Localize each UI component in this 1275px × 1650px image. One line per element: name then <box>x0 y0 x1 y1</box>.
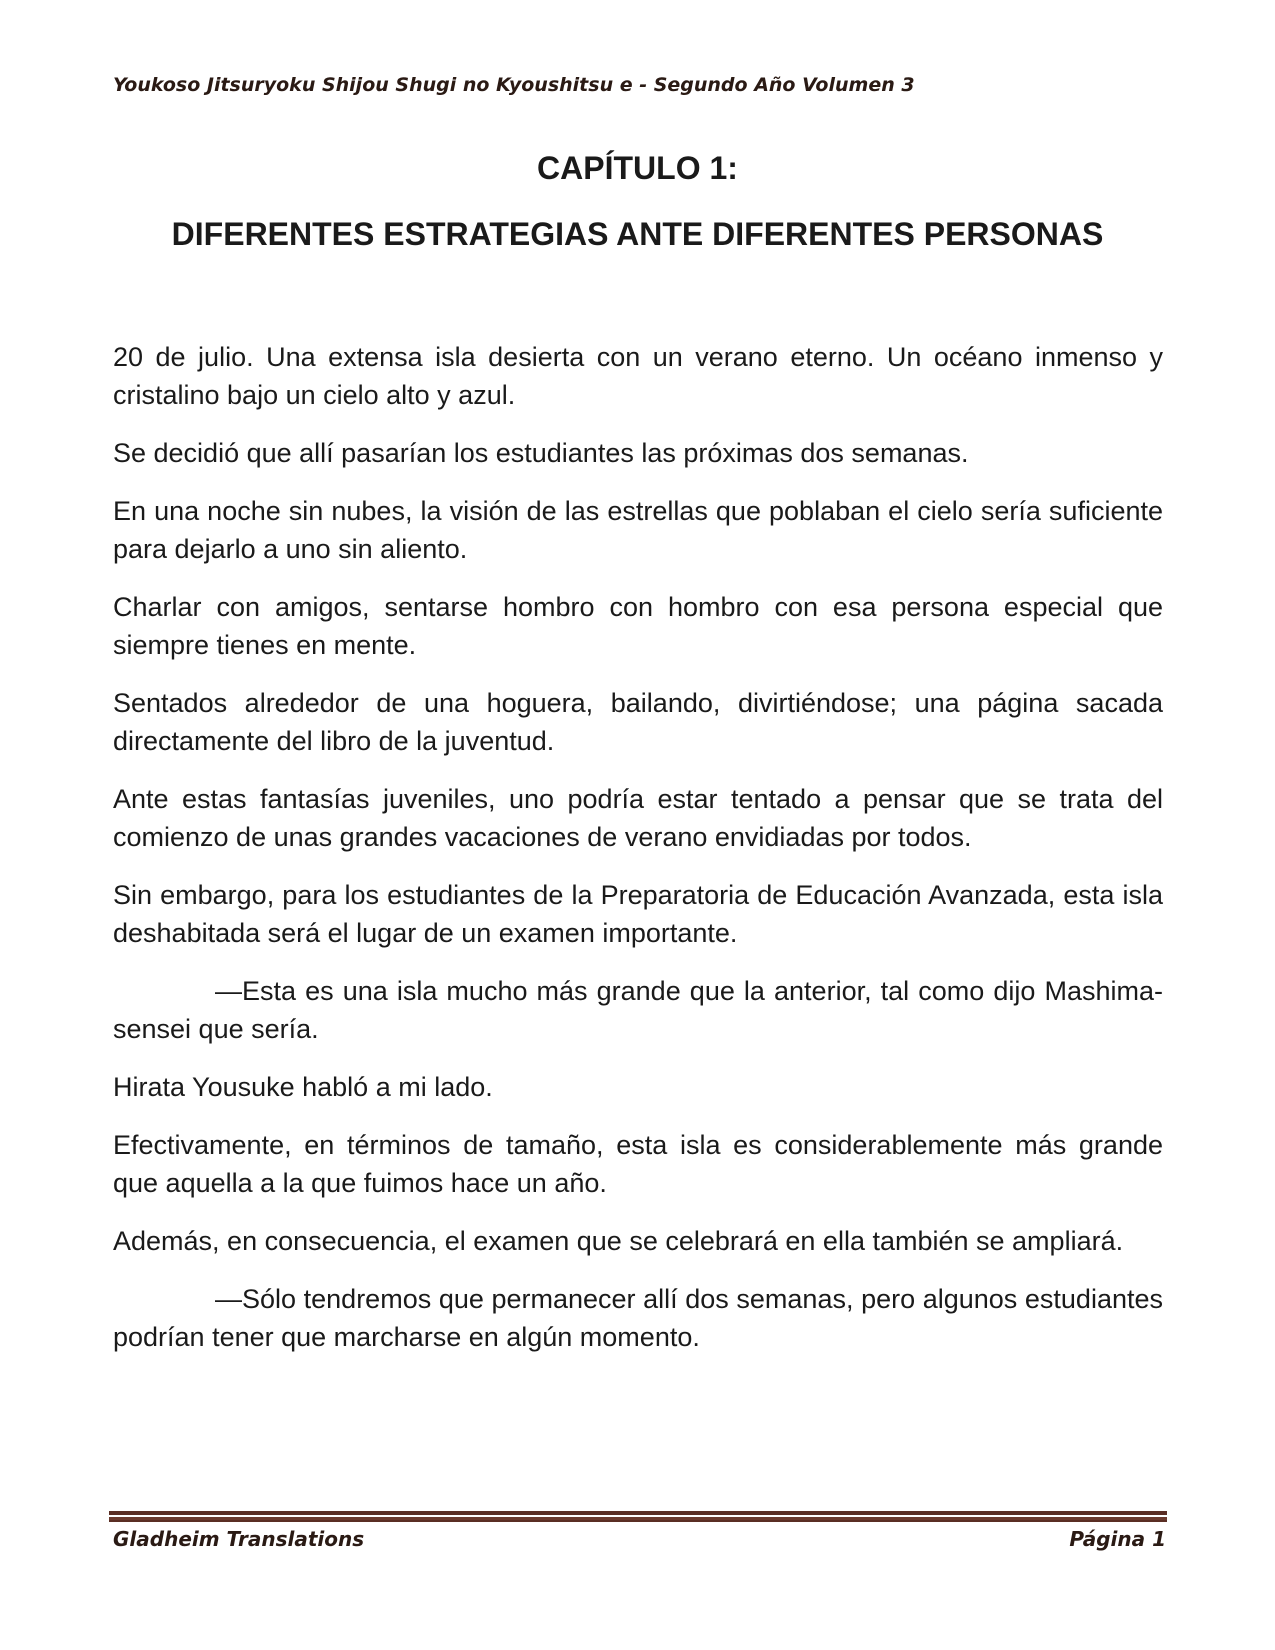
paragraph: Además, en consecuencia, el examen que se celebrará en ella también se ampliará. <box>113 1226 1124 1256</box>
dialogue-paragraph: —Sólo tendremos que permanecer allí dos semanas, pero algunos estudiantes podrían tener que marcharse en algún momento. <box>113 1284 1163 1352</box>
running-header: Youkoso Jitsuryoku Shijou Shugi no Kyoushitsu e - Segundo Año Volumen 3 <box>113 74 915 96</box>
paragraph: Ante estas fantasías juveniles, uno podría estar tentado a pensar que se trata del comienzo de unas grandes vacaciones de verano envidiadas por todos. <box>113 784 1163 852</box>
dialogue-paragraph: —Esta es una isla mucho más grande que la anterior, tal como dijo Mashima-sensei que sería. <box>113 976 1163 1044</box>
footer-divider <box>109 1511 1167 1522</box>
paragraph: Se decidió que allí pasarían los estudiantes las próximas dos semanas. <box>113 438 969 468</box>
paragraph: 20 de julio. Una extensa isla desierta con un verano eterno. Un océano inmenso y cristalino bajo un cielo alto y azul. <box>113 342 1163 410</box>
paragraph: Charlar con amigos, sentarse hombro con hombro con esa persona especial que siempre tienes en mente. <box>113 592 1163 660</box>
paragraph: Efectivamente, en términos de tamaño, esta isla es considerablemente más grande que aquella a la que fuimos hace un año. <box>113 1130 1163 1198</box>
chapter-body <box>113 338 1163 1376</box>
chapter-title: DIFERENTES ESTRATEGIAS ANTE DIFERENTES PERSONAS <box>171 216 1104 252</box>
paragraph: Sin embargo, para los estudiantes de la Preparatoria de Educación Avanzada, esta isla deshabitada será el lugar de un examen importante. <box>113 880 1163 948</box>
paragraph: Sentados alrededor de una hoguera, bailando, divirtiéndose; una página sacada directamente del libro de la juventud. <box>113 688 1163 756</box>
paragraph: En una noche sin nubes, la visión de las estrellas que poblaban el cielo sería suficiente para dejarlo a uno sin aliento. <box>113 496 1163 564</box>
chapter-number: CAPÍTULO 1: <box>537 150 738 186</box>
footer-page-number: Página 1 <box>1069 1527 1166 1551</box>
paragraph: Hirata Yousuke habló a mi lado. <box>113 1072 493 1102</box>
footer-translator: Gladheim Translations <box>113 1527 365 1551</box>
